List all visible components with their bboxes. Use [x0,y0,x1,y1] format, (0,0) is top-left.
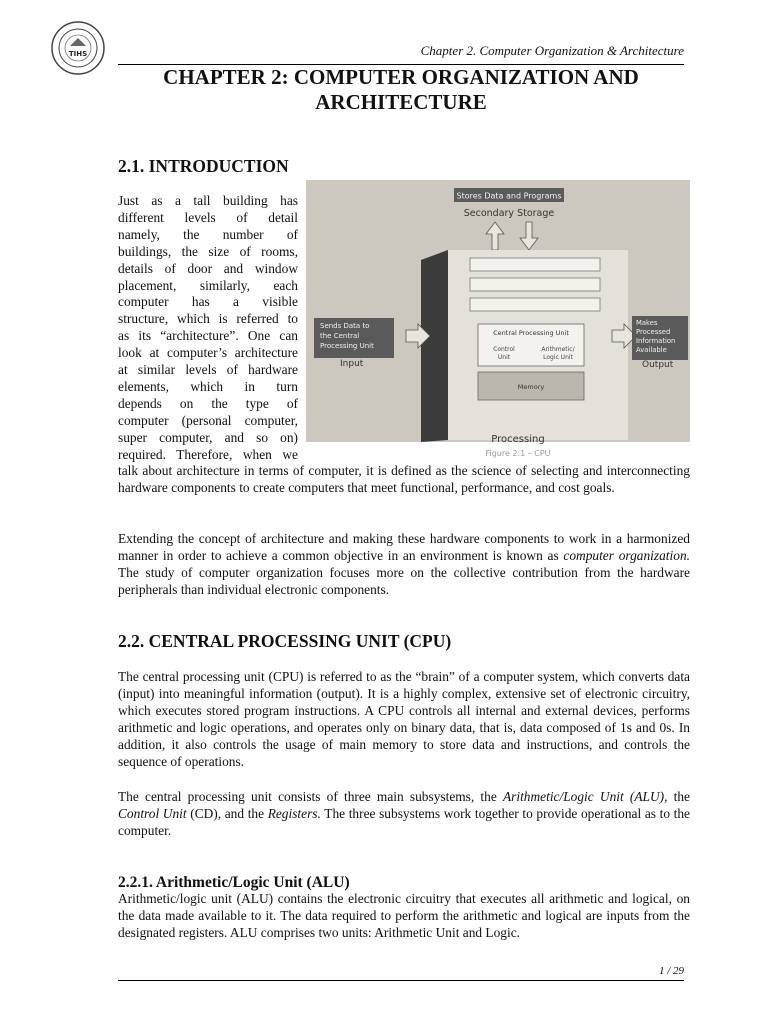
drive-bay [470,258,600,271]
text-line: Just as a tall building has [118,193,298,208]
processing-label: Processing [491,434,545,445]
text-run: The study of computer organization focuses more on the collective contribution from the hardware peripherals than individual electronic components. [118,564,690,597]
cpu-paragraph-2 [118,789,690,840]
chapter-title: CHAPTER 2: COMPUTER ORGANIZATION AND ARCHITECTURE [163,65,639,114]
page-number: 1 / 29 [658,965,684,977]
figure-caption-fragment: Figure 2.1 – CPU [485,449,551,458]
alu-label-line: Logic Unit [543,354,573,361]
text-run: The three subsystems work together to provide operational as to the computer. [118,805,691,838]
text-line: placement, similarly, each [118,277,298,293]
drive-bay [470,278,600,291]
section-heading-cpu: 2.2. CENTRAL PROCESSING UNIT (CPU) [118,631,452,651]
alu-label-line: Arithmetic/ [541,346,575,353]
text-line: look at computer’s architecture [118,345,298,361]
text-line: buildings, the size of rooms, [118,243,298,259]
intro-paragraph-continuation: talk about architecture in terms of computer, it is defined as the science of selecting and interconnecting hardware components to create computers that meet functional, performance, and cost goals. [118,463,690,495]
text-run: Extending the concept of architecture and making these hardware components to work in a harmonized manner in order to achieve a common objective in an environment is known as [118,531,690,563]
footer-rule [118,980,684,981]
subsection-heading-alu: 2.2.1. Arithmetic/Logic Unit (ALU) [118,874,350,891]
emphasis-registers: Registers. [267,805,321,821]
text-line: computer has a visible [118,294,298,310]
cpu-label: Central Processing Unit [493,329,569,337]
input-label: Input [340,359,364,369]
drive-bay [470,298,600,311]
institution-logo [50,20,106,76]
text-line: required. Therefore, when we [118,446,298,462]
stores-label: Stores Data and Programs [456,191,562,201]
text-run: , the [664,789,690,804]
emphasis-alu: Arithmetic/Logic Unit (ALU) [502,789,665,804]
memory-label: Memory [517,383,545,391]
text-run: (CD), and the [186,805,268,821]
text-line: details of door and window [118,260,298,276]
secondary-storage-label: Secondary Storage [463,208,555,219]
alu-paragraph: Arithmetic/logic unit (ALU) contains the electronic circuitry that executes all arithmetic and logical, on the data made available to it. The data required to perform the arithmetic and logical are inputs from the designated registers. ALU comprises two units: Arithmetic Unit and Logic. [118,891,690,940]
running-header: Chapter 2. Computer Organization & Architecture [420,43,684,58]
cpu-paragraph-1: The central processing unit (CPU) is referred to as the “brain” of a computer system, which converts data (input) into meaningful information (output). It is a highly complex, extensive set of electronic circuitry, which executes stored program instructions. A CPU controls all internal and external devices, performs arithmetic and logic operations, and operates only on binary data, that is, data composed of 1s and 0s. In addition, it also controls the usage of main memory to store data and instructions, and controls the sequence of operations. [118,669,690,769]
emphasis-control-unit: Control Unit [118,805,187,821]
text-line: elements, which in turn [118,378,298,394]
text-line: super computer, and so on) [118,429,298,445]
input-note-line: the Central [320,332,360,340]
text-line: computer (personal computer, [118,412,298,428]
text-line: namely, the number of [118,226,298,242]
output-note-line: Makes [636,319,658,327]
control-unit-label-line: Unit [497,354,511,361]
output-note-line: Processed [636,328,671,336]
input-note-line: Sends Data to [320,322,370,330]
section-heading-introduction: 2.1. INTRODUCTION [118,156,289,176]
emphasis-computer-organization: computer organization. [563,547,690,563]
intro-paragraph-2 [118,531,690,599]
output-note-line: Information [636,337,676,345]
cabinet-side [421,250,448,442]
logo-text: TIHS [68,50,88,58]
text-line: as its “architecture”. One can [118,328,298,344]
output-label: Output [642,360,674,370]
control-unit-label-line: Control [493,346,515,353]
input-note-line: Processing Unit [320,342,374,350]
output-note-line: Available [636,346,667,354]
text-line: depends on the type of [118,395,298,411]
text-line: structure, which is referred to [118,311,298,327]
text-line: at similar levels of hardware [118,362,298,378]
text-run: The central processing unit consists of three main subsystems, the [118,789,503,804]
text-line: different levels of detail [118,209,298,225]
intro-paragraph-wrapped [118,193,298,464]
cpu-figure [306,180,690,458]
